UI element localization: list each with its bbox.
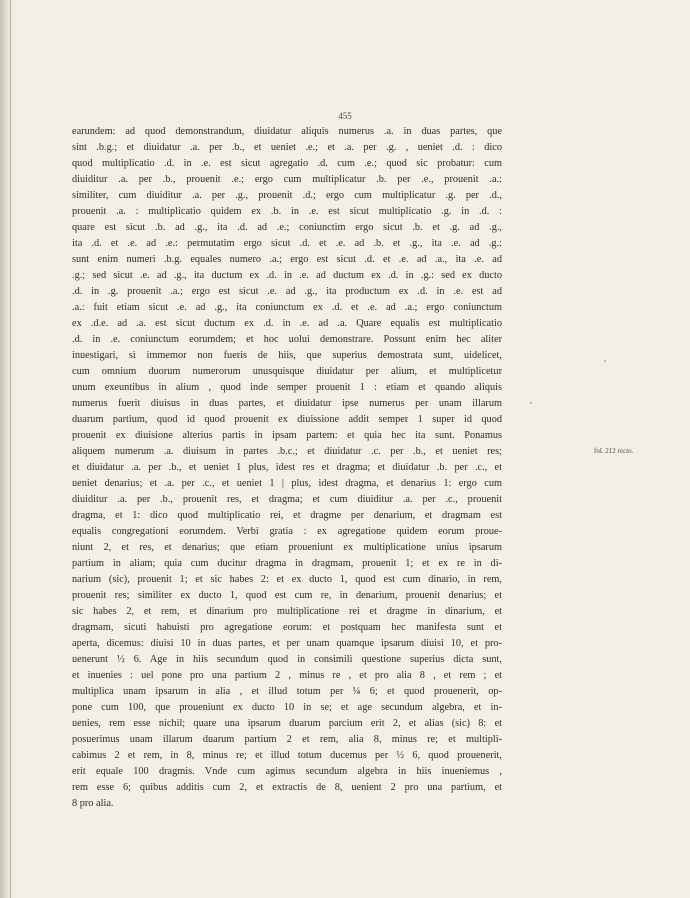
text-line: sint .b.g.; et diuidatur .a. per .b., et ueniet .e.; et .a. per .g. , ueniet .d. : dico [72,142,502,153]
text-line: partium in aliam; quia cum ducitur dragma in dragmam, prouenit 1; et ex re in di- [72,558,502,569]
text-line: .a.: fuit etiam sicut .e. ad .g., ita coniunctum ex .d. et .e. ad .a.; ergo coniunctum [72,302,502,313]
text-line: prouenit .a. : multiplicatio quidem ex .b. in .e. est sicut multiplicatio .g. in .d. : [72,206,502,217]
text-line: dragma, et 1: dico quod multiplicatio rei, et dragme per denarium, et dragmam est [72,510,502,521]
text-line: diuiditur .a. per .b., prouenit .e.; ergo cum multiplicatur .b. per .e., prouenit .a.: [72,174,502,185]
ink-speck [530,402,532,404]
text-line: aperta, dicemus: diuisi 10 in duas partes, et per unam quamque ipsarum diuisi 10, et pro- [72,638,502,649]
text-line: niunt 2, et res, et denarius; que etiam proueniunt ex multiplicatione uníus ipsarum [72,542,502,553]
body-text [72,124,502,812]
text-line: dragmam, sicuti habuisti pro agregatione eorum: et postquam hec manifesta sunt et [72,622,502,633]
text-line: inuestigari, si immemor non fueris de hiis, que superius demostrata sunt, uidelicet, [72,350,502,361]
text-line: 8 pro alia. [72,798,114,809]
text-line: cum omnium duorum numerorum unusquisque diuidatur per alium, et multiplicetur [72,366,502,377]
text-line: aliquem numerum .a. diuisum in partes .b.c.; et diuidatur .c. per .b., et ueniet res; [72,446,502,457]
margin-note-ref: recto. [617,447,634,455]
text-line: quod multiplicatio .d. in .e. est sicut agregatio .d. cum .e.; quod sic probatur: cum [72,158,502,169]
text-line: pone cum 100, que proueniunt ex ducto 10 in se; et age secundum algebra, et in- [72,702,502,713]
text-line: sunt enim numeri .b.g. equales numero .a.; ergo est sicut .d. et .e. ad .a., ita .e. ad [72,254,502,265]
text-line: earundem: ad quod demonstrandum, diuidatur aliquis numerus .a. in duas partes, que [72,126,502,137]
text-line: diuiditur .a. per .b., prouenit res, et dragma; et cum diuiditur .a. per .c., prouenit [72,494,502,505]
text-line: unum exeuntibus in alium , quod inde semper prouenit 1 : etiam et quando aliquis [72,382,502,393]
text-line: duarum partium, quod id quod prouenit ex diuissione addit semper 1 super id quod [72,414,502,425]
binding-edge [0,0,14,898]
text-line: prouenit ex diuisione alterius partis in ipsam partem: et quia hec ita sunt. Ponamus [72,430,502,441]
text-line: multiplica unam ipsarum in alia , et illud totum per ¼ 6; et quod prouenerit, op- [72,686,502,697]
text-line: narium (sic), prouenit 1; et sic habes 2: et ex ducto 1, quod est cum dinario, in rem, [72,574,502,585]
text-line: et diuidatur .a. per .b., et ueniet 1 plus, idest res et dragma; et diuidatur .b. per .c., et [72,462,502,473]
text-line: .g.; sed sicut .e. ad .g., ita ductum ex .d. in .e. ad ductum ex .d. in .g.: sed ex ducto [72,270,502,281]
text-line: .d. in .e. coniunctum eorumdem; et hoc uolui demonstrare. Possunt enim hec aliter [72,334,502,345]
text-line: erit equale 100 dragmis. Vnde cum agimus secundum algebra in hiis inueniemus , [72,766,502,777]
text-line: numerus fuerit diuisus in duas partes, et diuidatur ipse numerus per unam illarum [72,398,502,409]
text-line: ueniet denarius; et .a. per .c., et ueniet 1 | plus, idest dragma, et denarius 1: ergo cum [72,478,502,489]
text-line: prouenit res; similiter ex ducto 1, quod est cum re, in denarium, prouenit denarius; et [72,590,502,601]
text-line: uenerunt ½ 6. Age in hiis secundum quod in consimili questione superius dicta sunt, [72,654,502,665]
margin-note [594,447,684,455]
text-line: ita .d. et .e. ad .e.: permutatim ergo sicut .d. et .e. ad .b. et .g., ita .e. ad .g.: [72,238,502,249]
page-number: 455 [338,111,352,121]
text-line: posuerimus unam illarum duarum partium 2 et rem, alia 8, minus re; et multipli- [72,734,502,745]
text-line: equalis congregationi eorumdem. Verbi gratia : ex agregatione quidem eorum proue- [72,526,502,537]
text-line: sic habes 2, et rem, et dinarium pro multiplicatione rei et dragme in dinarium, et [72,606,502,617]
text-line: rem esse 6; quibus additis cum 2, et extractis de 8, uenient 2 pro una partium, et [72,782,502,793]
ink-speck [604,360,606,362]
text-line: ex .d.e. ad .a. est sicut ductum ex .d. in .e. ad .a. Quare equalis est multiplicatio [72,318,502,329]
text-line: cabimus 2 et rem, in 8, minus re; et illud totum ducemus per ½ 6, quod prouenerit, [72,750,502,761]
text-line: uenies, rem esse nichil; quare una ipsarum duarum parcium erit 2, et alias (sic) 8: et [72,718,502,729]
text-line: similiter, cum diuiditur .a. per .g., prouenit .d.; ergo cum multiplicatur .g. per .d., [72,190,502,201]
text-line: .d. in .g. prouenit .a.; ergo est sicut .e. ad .g., ita productum ex .d. in .e. est ad [72,286,502,297]
text-line: quare est sicut .b. ad .g., ita .d. ad .e.; coniunctim ergo sicut .b. et .g. ad .g., [72,222,502,233]
binding-line [10,0,11,898]
margin-note-label: fol. 212 [594,447,616,455]
text-line: et inuenies : uel pone pro una partium 2 , minus re , et pro alia 8 , et rem ; et [72,670,502,681]
